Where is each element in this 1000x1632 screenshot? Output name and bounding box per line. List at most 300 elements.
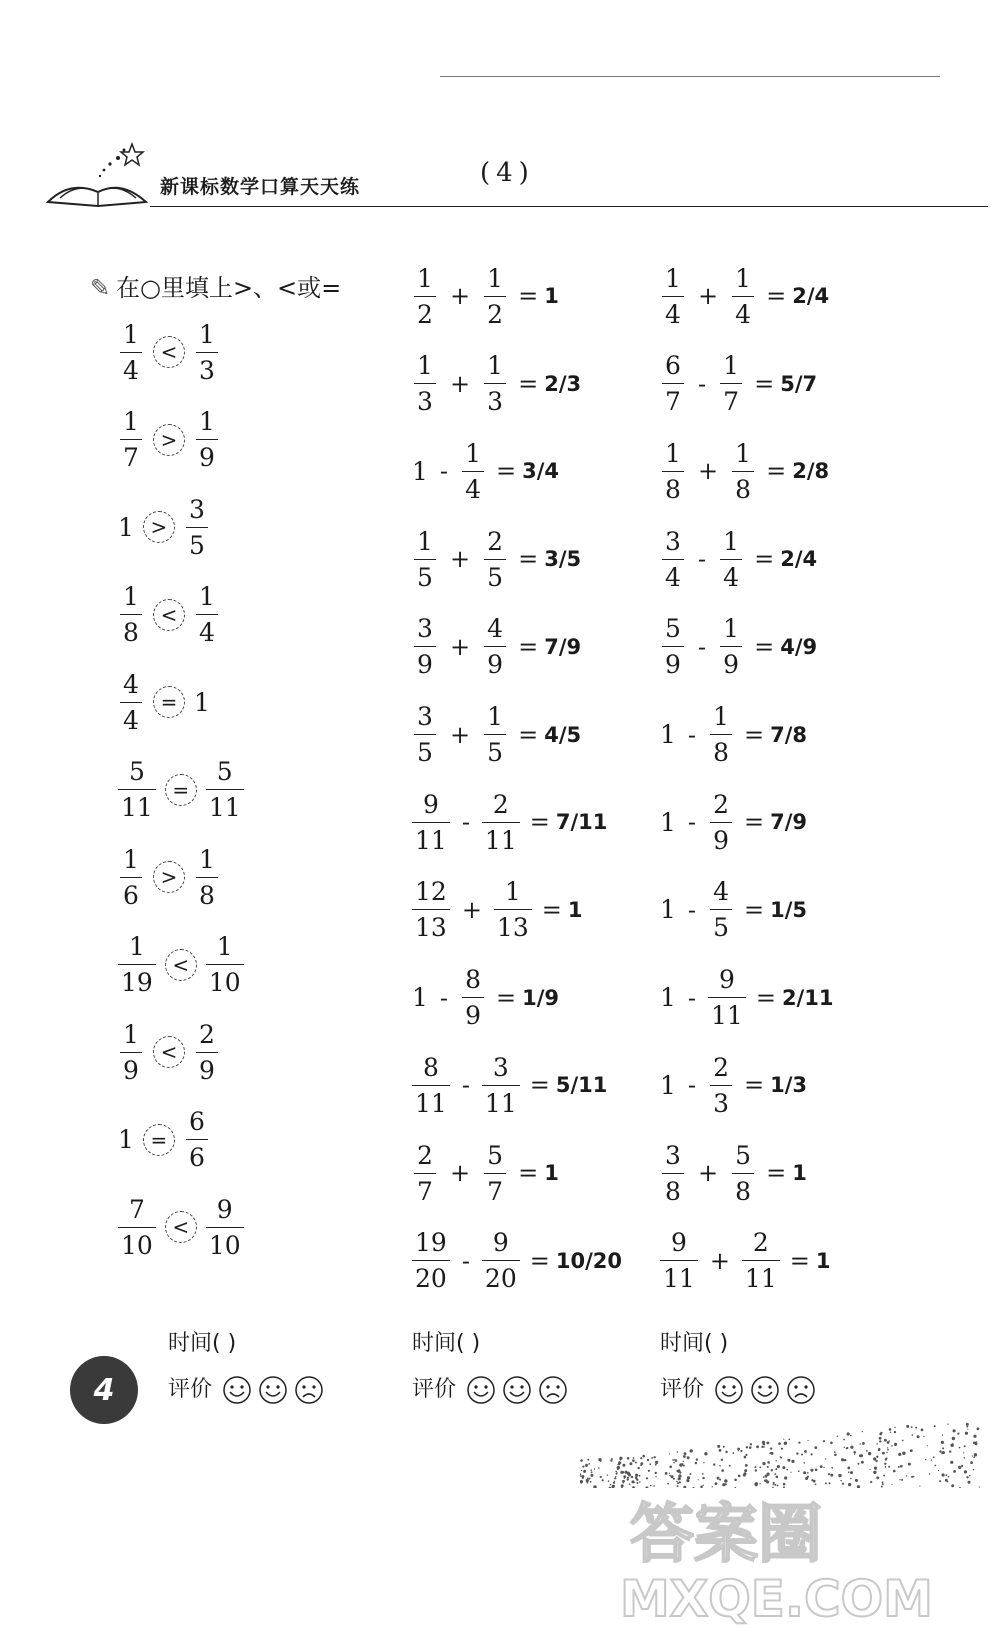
smiley-face-icon [466,1375,496,1405]
comparison-row [118,575,220,655]
operator: + [698,1159,719,1187]
equals-sign: = [766,457,787,486]
smiley-face-icon [714,1375,744,1405]
whole-number: 1 [118,512,134,542]
answer-circle: = [143,1124,175,1156]
equals-sign: = [518,1159,539,1187]
fraction [206,934,244,995]
fraction [412,526,438,592]
operator: + [698,282,719,310]
fraction [194,1019,220,1085]
denominator: 7 [720,383,742,414]
equals-sign: = [529,1246,550,1275]
answer: 7/9 [544,634,582,659]
numerator: 5 [735,1140,752,1170]
denominator: 7 [120,439,142,470]
denominator: 9 [462,997,484,1028]
numerator: 9 [718,965,735,995]
comparison-row [118,487,210,567]
fraction [194,584,220,645]
numerator: 5 [487,1140,504,1170]
page-number-badge: 4 [70,1356,138,1424]
equals-sign: = [541,895,562,924]
numerator: 2 [713,789,729,819]
answer-circle: < [153,599,185,631]
comparison-row [118,1187,244,1267]
operator: + [450,1159,471,1187]
operator: + [709,1246,730,1275]
fraction [118,844,144,910]
answer: 10/20 [555,1248,622,1273]
fraction [194,409,220,470]
smiley-face-icon [222,1375,252,1405]
numerator: 1 [417,526,433,556]
numerator: 1 [487,702,504,731]
numerator: 1 [123,407,139,436]
equation-row [412,519,581,599]
denominator: 9 [414,646,436,677]
numerator: 9 [422,789,439,819]
numerator: 12 [415,877,447,907]
denominator: 5 [484,559,506,590]
numerator: 2 [199,1019,215,1049]
denominator: 4 [120,702,142,733]
fraction [718,526,744,592]
equation-row [660,431,829,511]
fraction [660,614,686,680]
denominator: 11 [118,789,156,820]
rating-1 [168,1372,324,1405]
fraction [184,494,210,560]
answer-circle: < [153,336,185,368]
whole-number: 1 [194,687,210,717]
equals-sign: = [529,808,550,837]
time-label-1: 时间( ) [168,1331,237,1356]
fraction [412,1228,450,1294]
fraction [660,526,686,592]
whole-number: 1 [660,807,676,837]
operator: - [698,632,707,661]
whole-number: 1 [660,895,676,925]
time-label-2: 时间( ) [412,1331,481,1356]
fraction [482,789,520,855]
answer-circle: > [143,511,175,543]
whole-number: 1 [660,720,676,749]
answer: 5/11 [555,1073,608,1098]
fraction [708,965,746,1031]
denominator: 3 [710,1085,732,1116]
denominator: 7 [414,1173,436,1204]
fraction [118,584,144,645]
equation-row [412,1221,622,1301]
answer-circle: = [153,686,185,718]
denominator: 5 [710,909,732,940]
equation-row [412,256,559,336]
rating-label: 评价 [660,1377,705,1402]
fraction [482,526,508,592]
numerator: 1 [504,877,521,907]
fraction [194,844,220,910]
comparison-row [118,750,244,830]
fraction [482,351,508,417]
equals-sign: = [766,282,787,310]
svg-text:MXQE.COM: MXQE.COM [620,1570,933,1626]
fraction [412,263,438,329]
fraction [206,1194,244,1260]
denominator: 4 [720,559,742,590]
fraction [412,1140,438,1206]
whole-number: 1 [412,456,428,486]
numerator: 1 [216,932,233,961]
answer: 2/3 [544,371,582,396]
operator: - [461,808,470,837]
pencil-icon: ✎ [90,274,111,302]
denominator: 13 [412,909,450,940]
fraction [730,263,756,329]
comparison-row [118,1012,220,1092]
denominator: 4 [196,614,218,645]
numerator: 9 [216,1194,233,1224]
equation-row [412,431,559,511]
numerator: 1 [128,932,145,961]
denominator: 9 [196,1052,218,1083]
fraction [412,704,438,765]
comparison-row [118,837,220,917]
fraction [482,704,508,765]
operator: - [687,1071,697,1100]
fraction [660,1228,698,1294]
denominator: 7 [662,383,684,414]
operator: - [687,983,697,1012]
fraction [494,877,532,943]
operator: + [698,457,719,486]
denominator: 11 [206,789,244,820]
denominator: 8 [196,877,218,908]
whole-number: 1 [660,1070,676,1100]
equals-sign: = [754,369,775,398]
equation-row [412,344,581,424]
equation-row [412,607,581,687]
denominator: 10 [206,964,244,995]
numerator: 8 [465,965,481,995]
fraction [708,789,734,855]
denominator: 3 [414,383,436,414]
denominator: 8 [732,471,754,502]
denominator: 11 [742,1260,780,1291]
numerator: 2 [713,1052,729,1082]
equation-row [660,256,829,336]
fraction [118,759,156,820]
numerator: 1 [723,526,740,556]
equals-sign: = [744,808,765,837]
exercise-number: (4) [480,158,535,188]
equation-row [660,344,817,424]
numerator: 2 [487,526,504,556]
fraction [118,669,144,735]
operator: + [450,545,471,574]
fraction [194,319,220,385]
rating-3 [660,1372,816,1405]
numerator: 1 [487,263,504,293]
denominator: 9 [662,646,684,677]
equals-sign: = [744,720,765,749]
denominator: 4 [662,559,684,590]
equation-row [660,1045,807,1125]
fraction [206,759,244,820]
denominator: 9 [484,646,506,677]
numerator: 1 [123,582,139,611]
answer: 1/9 [522,985,560,1010]
whole-number: 1 [412,983,428,1013]
operator: - [439,457,449,486]
fraction [730,1140,756,1206]
comparison-row [118,925,244,1005]
denominator: 11 [482,1085,520,1116]
equals-sign: = [754,545,775,574]
operator: - [687,895,697,924]
denominator: 5 [414,734,436,765]
answer-circle: < [153,1036,185,1068]
answer: 1 [792,1161,807,1185]
denominator: 11 [660,1260,698,1291]
numerator: 1 [723,614,740,644]
equals-sign: = [518,720,539,749]
instruction-text: 在○里填上>、<或= [116,274,342,302]
numerator: 1 [417,351,433,381]
fraction [482,263,508,329]
numerator: 4 [487,614,504,644]
numerator: 1 [123,319,139,349]
rating-2 [412,1372,568,1405]
answer: 4/5 [544,722,582,747]
rating-label: 评价 [168,1377,213,1402]
numerator: 6 [188,1107,205,1136]
fraction [184,1109,210,1170]
rating-faces [466,1375,568,1405]
numerator: 1 [665,438,681,468]
fraction [708,704,734,765]
numerator: 8 [422,1052,439,1082]
equation-row [412,782,607,862]
numerator: 1 [199,319,215,349]
denominator: 11 [708,997,746,1028]
smiley-face-icon [258,1375,288,1405]
numerator: 4 [123,669,139,699]
denominator: 2 [484,296,506,327]
numerator: 1 [723,351,740,381]
equals-sign: = [518,632,539,661]
answer: 2/4 [792,284,830,308]
equals-sign: = [744,1071,765,1100]
numerator: 1 [465,438,481,468]
fraction [708,877,734,943]
numerator: 3 [665,1140,681,1170]
fraction [660,438,686,504]
operator: - [461,1071,470,1100]
answer-circle: < [165,949,197,981]
equals-sign: = [518,369,539,398]
equation-row [412,1045,607,1125]
answer: 2/8 [792,459,830,484]
answer: 7/11 [555,810,608,835]
equals-sign: = [754,632,775,661]
time-label-3: 时间( ) [660,1331,729,1356]
numerator: 5 [665,614,681,644]
answer: 3/5 [544,547,582,572]
rating-faces [714,1375,816,1405]
equation-row [660,607,817,687]
answer: 1 [815,1248,831,1273]
denominator: 9 [720,646,742,677]
operator: + [450,632,471,661]
operator: + [461,895,482,924]
equation-row [412,958,559,1038]
equation-row [660,870,807,950]
denominator: 5 [484,734,506,765]
smiley-face-icon [750,1375,780,1405]
top-rule [440,76,940,77]
answer: 4/9 [780,634,818,659]
denominator: 9 [710,822,732,853]
denominator: 6 [186,1139,208,1170]
numerator: 1 [713,702,729,731]
numerator: 1 [199,844,215,874]
sad-face-icon [294,1375,324,1405]
denominator: 9 [120,1052,142,1083]
answer-circle: = [165,774,197,806]
denominator: 8 [710,734,732,765]
sad-face-icon [786,1375,816,1405]
operator: - [687,808,697,837]
fraction [412,877,450,943]
fraction [482,1052,520,1118]
answer-circle: < [165,1211,197,1243]
numerator: 1 [123,844,139,874]
denominator: 2 [414,296,436,327]
comparison-row [118,662,210,742]
numerator: 6 [665,351,681,381]
fraction [482,614,508,680]
fraction [460,438,486,504]
numerator: 3 [188,494,205,524]
operator: + [450,282,471,310]
answer: 2/4 [780,547,818,572]
numerator: 19 [415,1228,447,1258]
numerator: 5 [128,757,145,786]
svg-text:答案圈: 答案圈 [630,1498,822,1572]
fraction [730,438,756,504]
numerator: 3 [417,614,433,644]
denominator: 11 [412,1085,450,1116]
page-header [40,140,990,220]
denominator: 3 [196,352,218,383]
fraction [660,1140,686,1206]
denominator: 10 [206,1227,244,1258]
answer: 7/9 [770,810,808,835]
numerator: 1 [735,263,752,293]
comparison-row [118,400,220,480]
equation-row [412,695,581,775]
operator: - [687,720,697,749]
fraction [412,351,438,417]
answer: 2/11 [781,985,834,1010]
equation-row [660,519,817,599]
equals-sign: = [755,983,776,1012]
denominator: 8 [662,1173,684,1204]
denominator: 5 [186,527,208,558]
comparison-row [118,1100,210,1180]
denominator: 11 [482,822,520,853]
denominator: 4 [732,296,754,327]
numerator: 5 [216,757,233,786]
equals-sign: = [766,1159,787,1187]
denominator: 4 [120,352,142,383]
header-divider [150,206,988,207]
book-title: 新课标数学口算天天练 [160,176,361,198]
sad-face-icon [538,1375,568,1405]
answer: 7/8 [770,722,808,747]
denominator: 19 [118,964,156,995]
operator: - [698,369,707,398]
answer: 1/5 [770,897,808,922]
whole-number: 1 [660,983,676,1013]
denominator: 3 [484,383,506,414]
operator: - [439,983,449,1012]
equals-sign: = [744,895,765,924]
equals-sign: = [529,1071,550,1100]
denominator: 20 [482,1260,520,1291]
whole-number: 1 [118,1125,134,1154]
operator: + [450,369,471,398]
answer: 1/3 [770,1073,808,1098]
answer: 1 [567,897,583,922]
equals-sign: = [496,457,517,486]
equation-row [660,1133,807,1213]
watermark-logo-image [620,1486,990,1626]
numerator: 2 [417,1140,433,1170]
numerator: 2 [492,789,509,819]
denominator: 10 [118,1227,156,1258]
rating-label: 评价 [412,1377,457,1402]
numerator: 7 [128,1194,145,1224]
watermark-logo [620,1486,990,1626]
fraction [412,789,450,855]
numerator: 9 [492,1228,509,1258]
fraction [708,1052,734,1118]
equation-row [660,1221,830,1301]
fraction [118,1194,156,1260]
rating-faces [222,1375,324,1405]
fraction [412,614,438,680]
fraction [482,1140,508,1206]
denominator: 6 [120,877,142,908]
denominator: 9 [196,439,218,470]
numerator: 1 [123,1019,139,1049]
denominator: 11 [412,822,450,853]
fraction [118,934,156,995]
numerator: 3 [417,702,433,731]
equation-row [412,1133,559,1213]
comparison-row [118,312,220,392]
numerator: 1 [199,582,215,611]
fraction [482,1228,520,1294]
numerator: 2 [752,1228,769,1258]
equals-sign: = [789,1246,810,1275]
numerator: 3 [492,1052,509,1082]
fraction [412,1052,450,1118]
equals-sign: = [496,983,517,1012]
numerator: 1 [735,438,752,468]
